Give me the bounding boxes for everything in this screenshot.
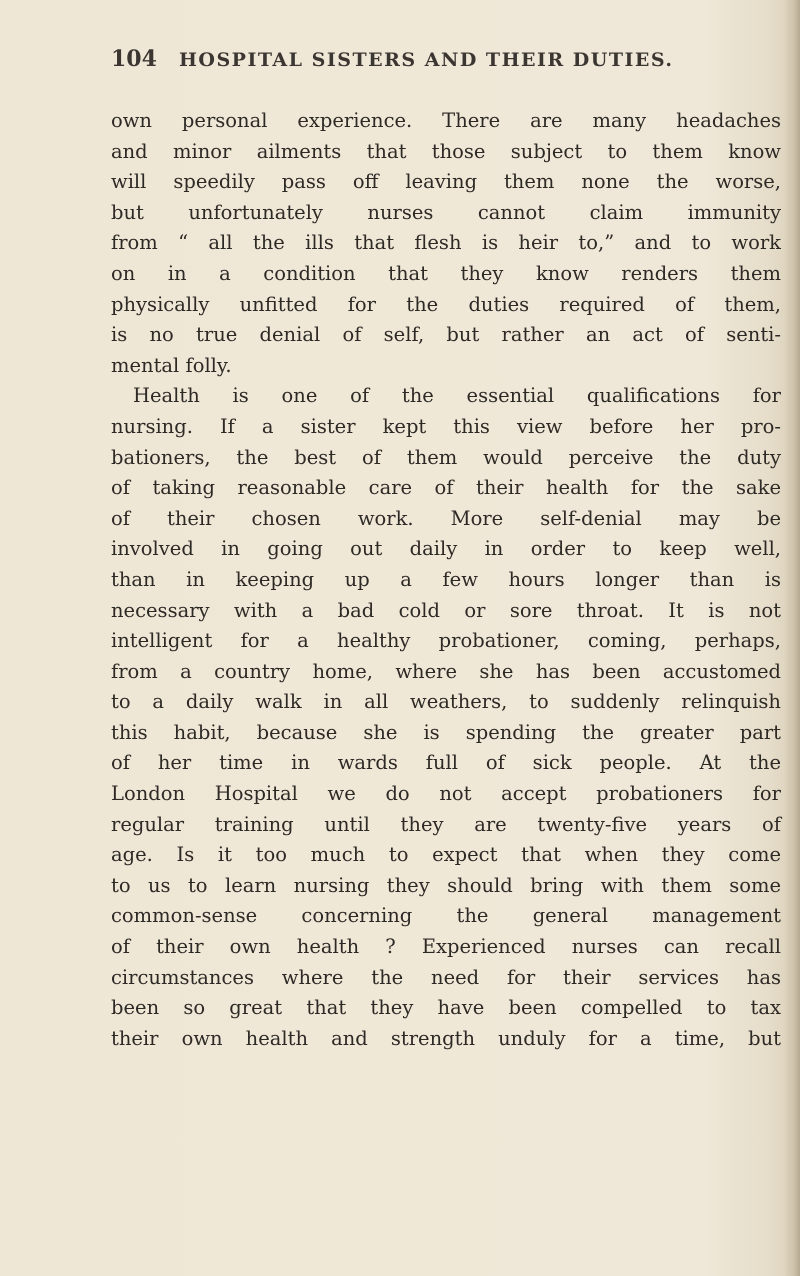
text-line: own personal experience. There are many headaches [111, 109, 781, 132]
text-line: and minor ailments that those subject to them know [111, 139, 781, 163]
text-line: but unfortunately nurses cannot claim immunity [111, 200, 781, 224]
running-head: HOSPITAL SISTERS AND THEIR DUTIES. [178, 49, 674, 71]
text-line: common-sense concerning the general management [111, 904, 781, 928]
text-line: is no true denial of self, but rather an act of senti- [111, 323, 781, 347]
text-line: nursing. If a sister kept this view before her pro- [111, 414, 781, 438]
text-line: physically unfitted for the duties required of them, [111, 292, 781, 316]
text-line: of taking reasonable care of their health for the sake [111, 476, 781, 500]
text-line: on in a condition that they know renders them [111, 261, 781, 285]
text-line: of their chosen work. More self-denial may be [111, 506, 781, 530]
text-line: their own health and strength unduly for a time, but [111, 1026, 781, 1050]
text-line: regular training until they are twenty-five years of [111, 812, 781, 836]
text-line: from a country home, where she has been accustomed [111, 659, 781, 683]
body-text [111, 106, 781, 1054]
paragraph-first-line: Health is one of the essential qualifications for [133, 384, 781, 408]
text-line: mental folly. [111, 353, 232, 377]
text-line: circumstances where the need for their services has [111, 965, 781, 989]
text-line: to a daily walk in all weathers, to suddenly relinquish [111, 690, 781, 714]
page-header [111, 46, 711, 86]
text-line: of their own health ? Experienced nurses can recall [111, 935, 781, 959]
text-line: age. Is it too much to expect that when they come [111, 843, 781, 867]
text-line: than in keeping up a few hours longer than is [111, 567, 781, 591]
text-line: London Hospital we do not accept probationers for [111, 782, 781, 806]
text-line: from “ all the ills that flesh is heir to,” and to work [111, 231, 781, 255]
text-line: intelligent for a healthy probationer, coming, perhaps, [111, 629, 781, 653]
text-line: been so great that they have been compelled to tax [111, 996, 781, 1020]
text-line: to us to learn nursing they should bring with them some [111, 873, 781, 897]
text-line: will speedily pass off leaving them none the worse, [111, 170, 781, 194]
text-line: this habit, because she is spending the greater part [111, 720, 781, 744]
text-line: involved in going out daily in order to keep well, [111, 537, 781, 561]
page-edge-shadow [784, 0, 800, 1276]
text-line: necessary with a bad cold or sore throat. It is not [111, 598, 781, 622]
text-line: of her time in wards full of sick people. At the [111, 751, 781, 775]
page-number: 104 [111, 46, 157, 72]
text-line: bationers, the best of them would perceive the duty [111, 445, 781, 469]
